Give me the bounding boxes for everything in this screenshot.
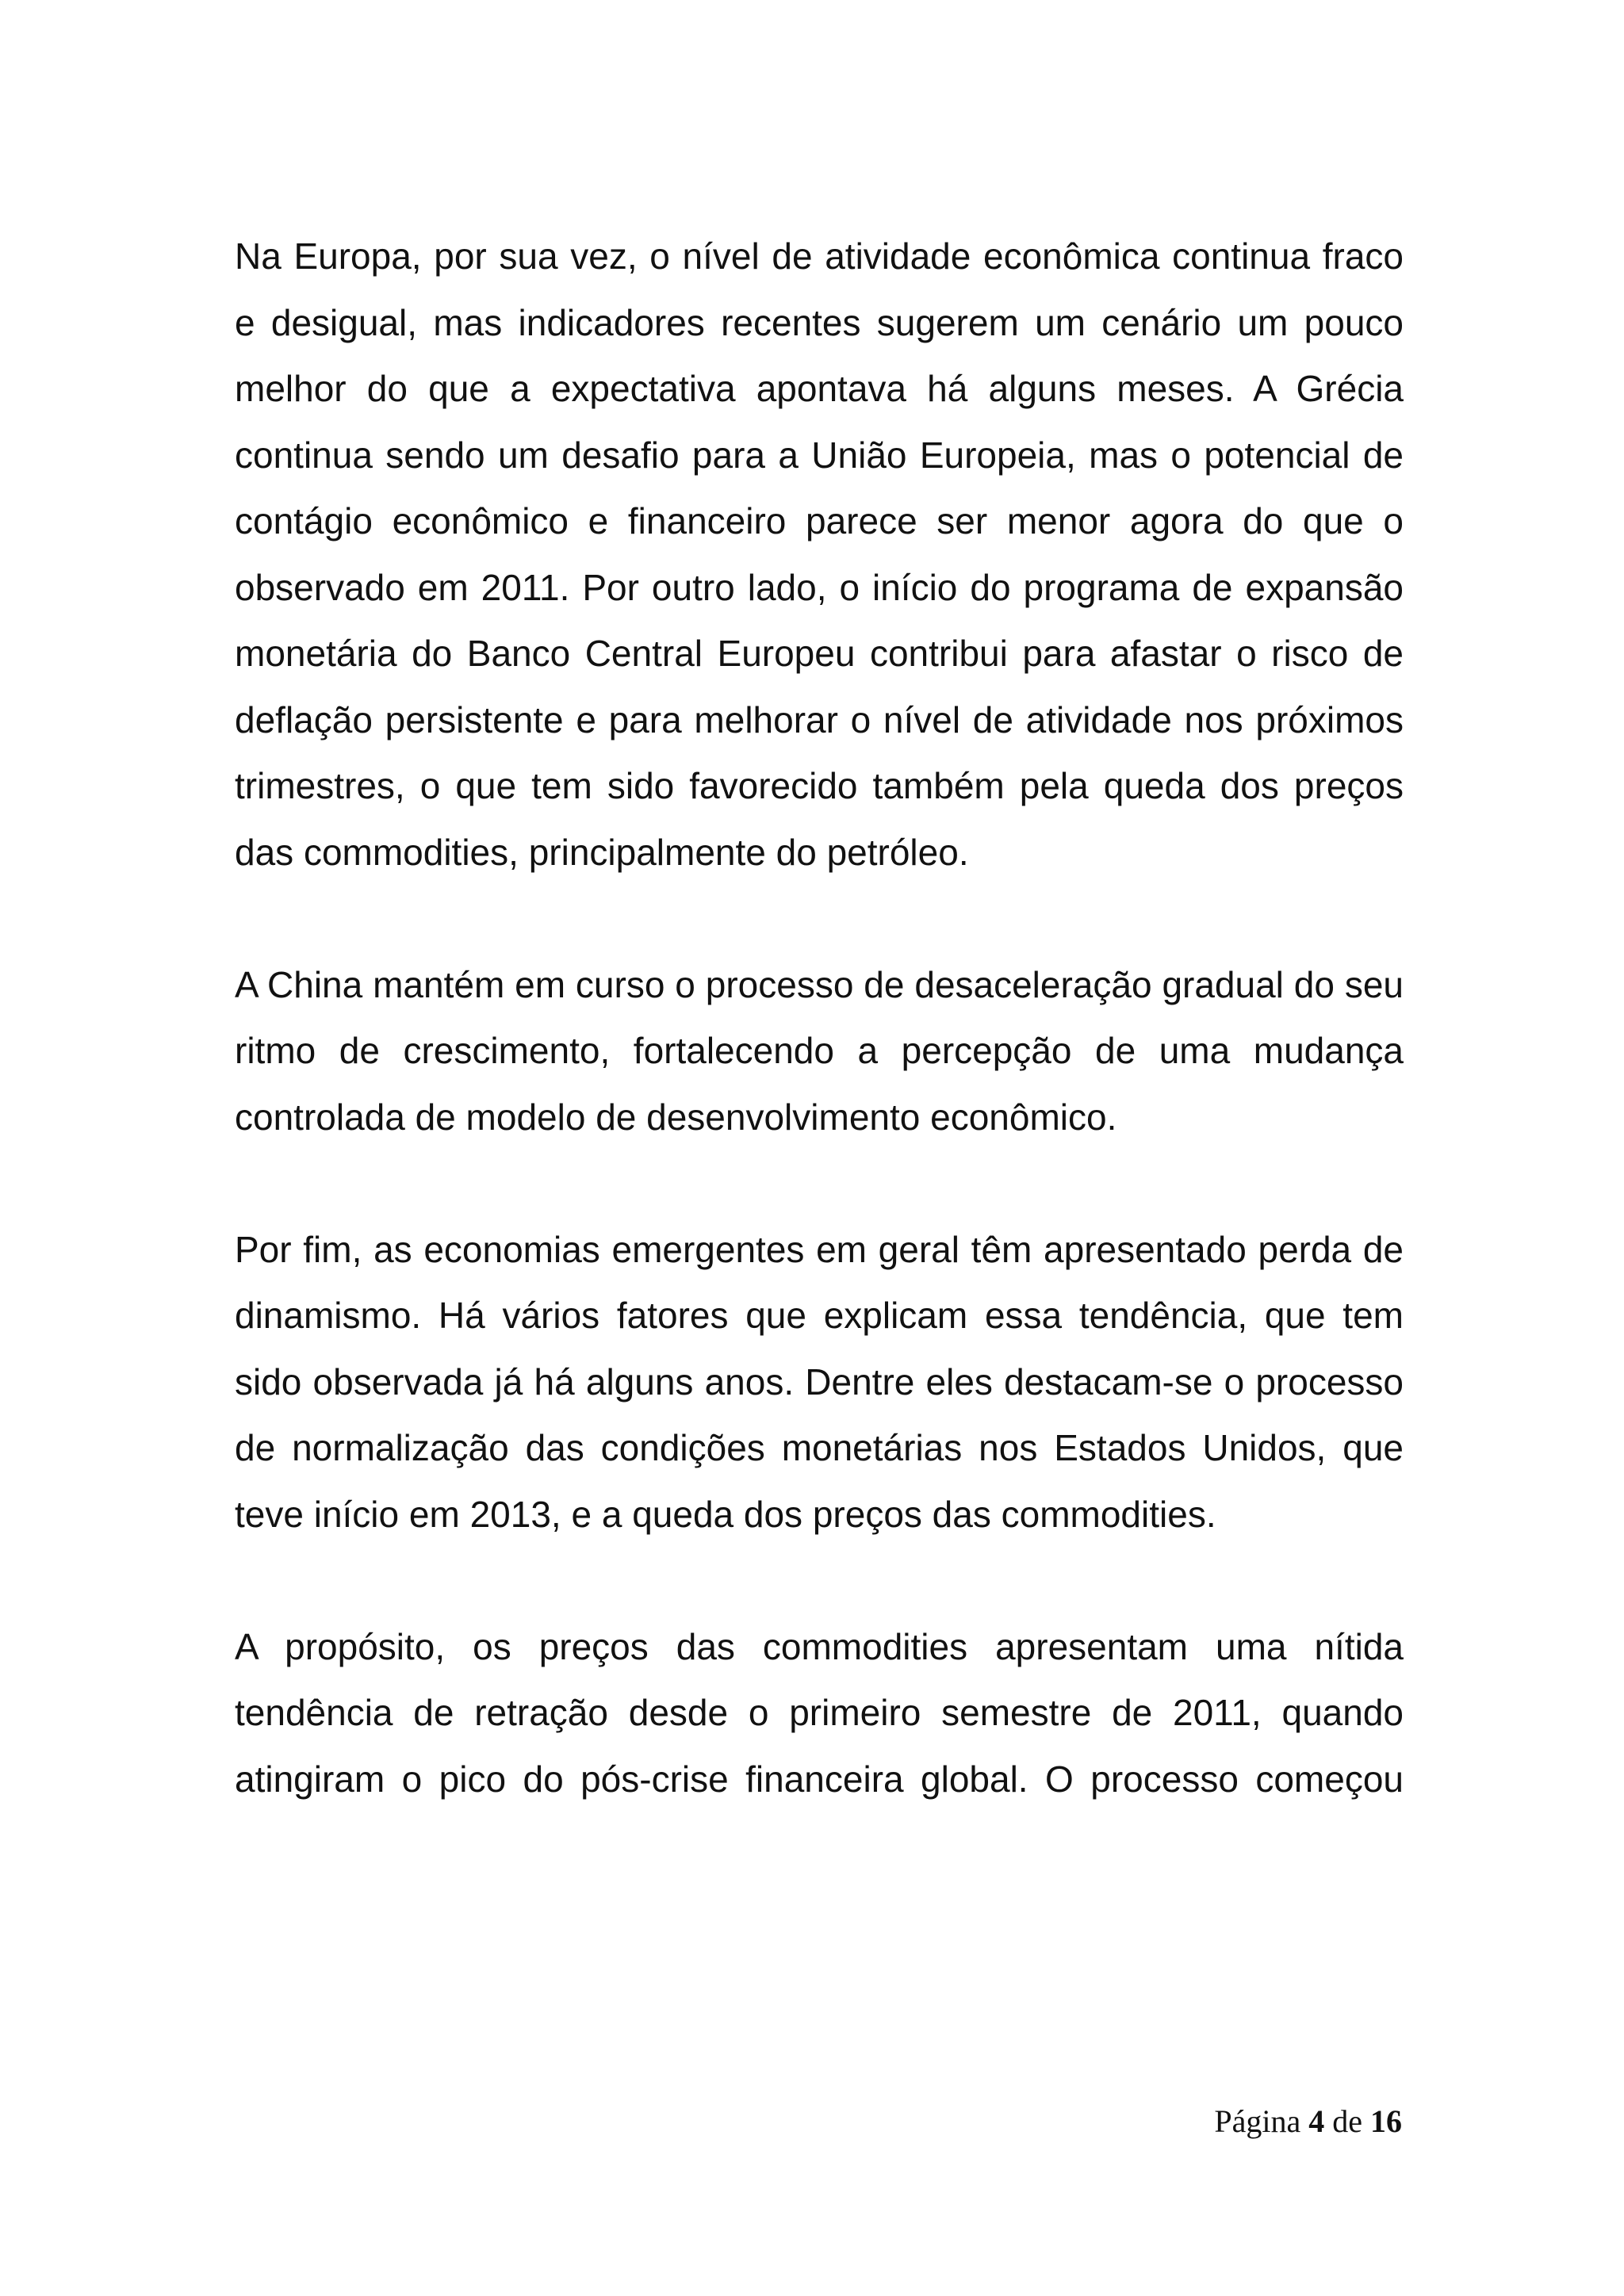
- page-number-footer: [1214, 2103, 1402, 2140]
- document-body: [235, 224, 1404, 1879]
- current-page-number: 4: [1308, 2103, 1325, 2139]
- total-pages-number: 16: [1370, 2103, 1402, 2139]
- of-label: de: [1332, 2103, 1362, 2139]
- page-label: Página: [1214, 2103, 1301, 2139]
- paragraph-commodities: A propósito, os preços das commodities apresentam uma nítida tendência de retração desde o primeiro semestre de 2011, quando atingiram o pico do pós-crise financeira global. O processo começou: [235, 1625, 1404, 1800]
- paragraph-europe: Na Europa, por sua vez, o nível de atividade econômica continua fraco e desigual, mas indicadores recentes sugerem um cenário um pouco melhor do que a expectativa apontava há alguns meses. A Grécia continua sendo um desafio para a União Europeia, mas o potencial de contágio econômico e financeiro parece ser menor agora do que o observado em 2011. Por outro lado, o início do programa de expansão monetária do Banco Central Europeu contribui para afastar o risco de deflação persistente e para melhorar o nível de atividade nos próximos trimestres, o que tem sido favorecido também pela queda dos preços das commodities, principalmente do petróleo.: [235, 235, 1404, 873]
- paragraph-emerging-economies: Por fim, as economias emergentes em geral têm apresentado perda de dinamismo. Há vários fatores que explicam essa tendência, que tem sido observada já há alguns anos. Dentre eles destacam-se o processo de normalização das condições monetárias nos Estados Unidos, que teve início em 2013, e a queda dos preços das commodities.: [235, 1228, 1404, 1535]
- paragraph-china: A China mantém em curso o processo de desaceleração gradual do seu ritmo de crescimento, fortalecendo a percepção de uma mudança controlada de modelo de desenvolvimento econômico.: [235, 963, 1404, 1138]
